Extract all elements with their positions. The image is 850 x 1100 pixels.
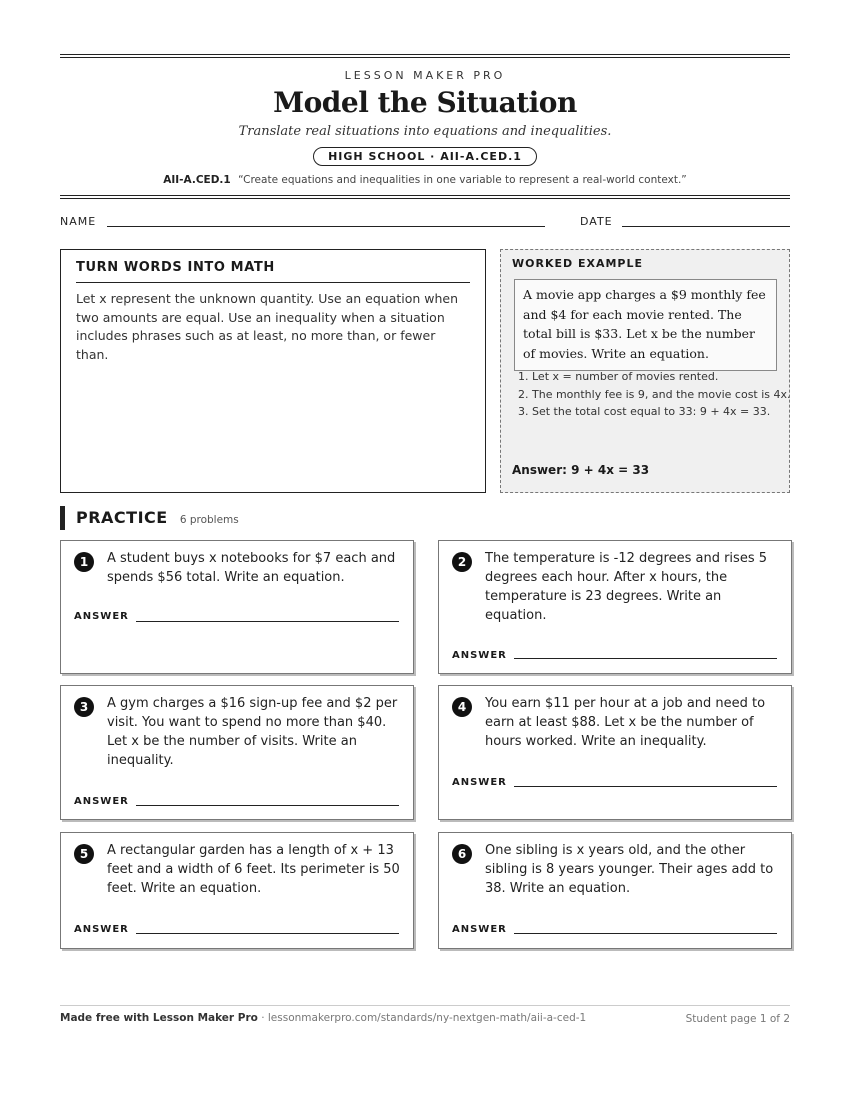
answer-label: ANSWER (452, 777, 507, 788)
answer-field[interactable] (136, 933, 399, 934)
problem-text: A rectangular garden has a length of x + 13 feet and a width of 6 feet. Its perimeter is 50 feet. Write an equation. (107, 843, 400, 896)
date-label: DATE (580, 215, 613, 228)
problem-text: You earn $11 per hour at a job and need to earn at least $88. Let x be the number of hours worked. Write an inequality. (485, 696, 766, 749)
worked-example-steps (512, 368, 796, 421)
practice-count: 6 problems (179, 514, 239, 526)
answer-label: ANSWER (74, 796, 129, 807)
page-number: Student page 1 of 2 (685, 1013, 790, 1025)
problem-number-badge: 1 (74, 552, 94, 572)
answer-label: ANSWER (452, 924, 507, 935)
problem-text: One sibling is x years old, and the other sibling is 8 years younger. Their ages add to 38. Write an equation. (485, 843, 774, 896)
name-date-row (60, 212, 790, 232)
answer-field[interactable] (136, 805, 399, 806)
worked-step: 3. Set the total cost equal to 33: 9 + 4x = 33. (532, 403, 796, 421)
worked-example-box (500, 249, 790, 493)
problem-text: A gym charges a $16 sign-up fee and $2 per visit. You want to spend no more than $40. Let x be the number of visits. Write an inequality. (107, 696, 398, 768)
answer-field[interactable] (514, 933, 777, 934)
standard-text: “Create equations and inequalities in one variable to represent a real-world context.” (238, 174, 687, 186)
problem-number-badge: 4 (452, 697, 472, 717)
date-field[interactable] (622, 226, 790, 227)
page-footer (60, 1005, 790, 1024)
standard-code: AII-A.CED.1 (163, 174, 231, 186)
problem-card-3 (60, 685, 414, 820)
intro-heading: TURN WORDS INTO MATH (76, 260, 470, 283)
footer-credit: Made free with Lesson Maker Pro (60, 1012, 258, 1024)
practice-label: PRACTICE (76, 508, 168, 527)
intro-body: Let x represent the unknown quantity. Use an equation when two amounts are equal. Use an inequality when a situation includes phrases such as at least, no more than, or fewer than. (76, 291, 459, 362)
answer-label: ANSWER (452, 650, 507, 661)
problem-card-4 (438, 685, 792, 820)
answer-field[interactable] (136, 621, 399, 622)
problem-number-badge: 2 (452, 552, 472, 572)
problem-card-1 (60, 540, 414, 674)
problem-card-6 (438, 832, 792, 949)
grade-standard-badge: HIGH SCHOOL · AII-A.CED.1 (313, 147, 537, 166)
worked-step: 1. Let x = number of movies rented. (532, 368, 796, 386)
page-title: Model the Situation (273, 86, 577, 119)
problem-text: A student buys x notebooks for $7 each and spends $56 total. Write an equation. (107, 551, 396, 585)
worked-step: 2. The monthly fee is 9, and the movie cost is 4x. (532, 386, 796, 404)
header-bottom-rule (60, 195, 790, 199)
problem-text: The temperature is -12 degrees and rises 5 degrees each hour. After x hours, the temperature is 23 degrees. Write an equation. (485, 551, 767, 623)
intro-box (60, 249, 486, 493)
header-top-rule (60, 54, 790, 58)
problem-card-2 (438, 540, 792, 674)
problem-number-badge: 3 (74, 697, 94, 717)
answer-field[interactable] (514, 658, 777, 659)
brand-name: LESSON MAKER PRO (344, 69, 506, 82)
standard-description (60, 174, 790, 186)
footer-url[interactable]: · lessonmakerpro.com/standards/ny-nextgen-math/aii-a-ced-1 (261, 1012, 587, 1024)
practice-header (60, 506, 239, 530)
answer-field[interactable] (514, 786, 777, 787)
name-label: NAME (60, 215, 97, 228)
worked-example-prompt: A movie app charges a $9 monthly fee and $4 for each movie rented. The total bill is $33. Let x be the number of movies. Write an equation. (514, 279, 777, 371)
page-subtitle: Translate real situations into equations and inequalities. (238, 124, 612, 139)
worked-example-answer: Answer: 9 + 4x = 33 (512, 463, 650, 477)
worksheet-page (60, 54, 791, 1025)
answer-label: ANSWER (74, 924, 129, 935)
name-field[interactable] (107, 226, 545, 227)
problem-card-5 (60, 832, 414, 949)
problem-number-badge: 6 (452, 844, 472, 864)
answer-label: ANSWER (74, 611, 129, 622)
worked-example-heading: WORKED EXAMPLE (512, 257, 643, 270)
problem-number-badge: 5 (74, 844, 94, 864)
